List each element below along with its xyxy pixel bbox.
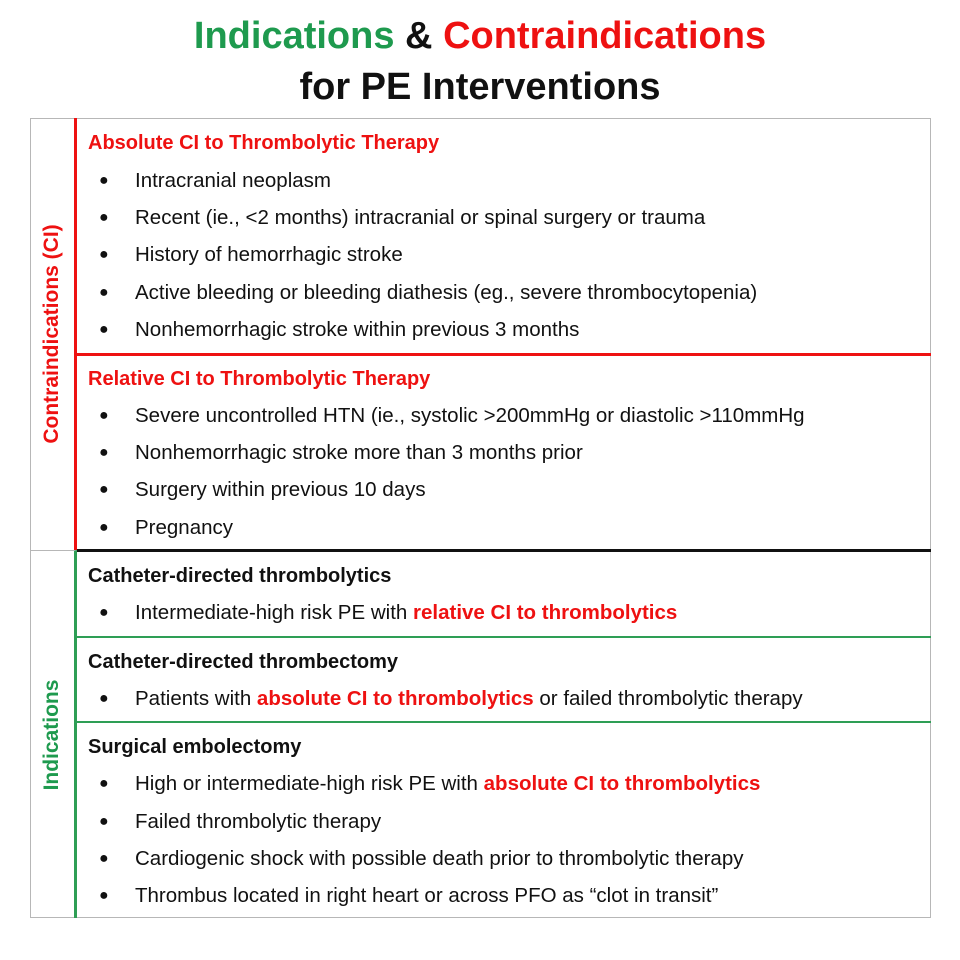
surgical-embolectomy-section: Surgical embolectomy ● High or intermediate-high risk PE with absolute CI to thrombolytics ● Failed thrombolytic therapy ● Cardiogenic shock with possible death prior to thrombolytic therapy ● Thrombus located in right heart or across PFO as “clot in transit” (88, 736, 761, 907)
bullet-icon: ● (99, 850, 109, 867)
bullet-icon: ● (99, 209, 109, 226)
bullet-icon: ● (99, 407, 109, 424)
bullet-icon: ● (99, 604, 109, 621)
indications-side-label-cell (30, 550, 77, 918)
bullet-icon: ● (99, 321, 109, 338)
bullet-icon: ● (99, 775, 109, 792)
highlight-text: relative CI to thrombolytics (413, 601, 678, 624)
contraindications-side-label-cell (30, 118, 77, 550)
contraindications-side-label: Contraindications (CI) (40, 224, 63, 444)
bullet-icon: ● (99, 246, 109, 263)
highlight-text: absolute CI to thrombolytics (256, 687, 534, 710)
bullet-icon: ● (99, 444, 109, 461)
catheter-thrombolytics-section: Catheter-directed thrombolytics ● Intermediate-high risk PE with relative CI to thrombolytics (88, 565, 678, 624)
title-contraindications: Contraindications (443, 15, 767, 57)
catheter-thrombectomy-heading: Catheter-directed thrombectomy (88, 651, 399, 673)
bullet-icon: ● (99, 690, 109, 707)
surgical-embolectomy-heading: Surgical embolectomy (88, 736, 302, 758)
page-title-line-1 (0, 12, 960, 60)
relative-ci-heading: Relative CI to Thrombolytic Therapy (88, 368, 431, 390)
title-ampersand: & (405, 15, 433, 57)
indications-side-label: Indications (40, 679, 63, 790)
bullet-icon: ● (99, 284, 109, 301)
absolute-ci-heading: Absolute CI to Thrombolytic Therapy (88, 132, 440, 154)
relative-ci-section: Relative CI to Thrombolytic Therapy ● Severe uncontrolled HTN (ie., systolic >200mmHg or diastolic >110mmHg ● Nonhemorrhagic stroke more than 3 months prior ● Surgery within previous 10 days ● Pregnancy (88, 368, 805, 539)
bullet-icon: ● (99, 813, 109, 830)
catheter-thrombectomy-section: Catheter-directed thrombectomy ● Patients with absolute CI to thrombolytics or failed thrombolytic therapy (88, 651, 803, 710)
bullet-icon: ● (99, 172, 109, 189)
page-title-line-2: for PE Interventions (299, 66, 661, 108)
catheter-thrombolytics-heading: Catheter-directed thrombolytics (88, 565, 392, 587)
highlight-text: absolute CI to thrombolytics (483, 772, 761, 795)
bullet-icon: ● (99, 519, 109, 536)
bullet-icon: ● (99, 481, 109, 498)
bullet-icon: ● (99, 887, 109, 904)
title-indications: Indications (193, 15, 395, 57)
absolute-ci-section: Absolute CI to Thrombolytic Therapy ● Intracranial neoplasm ● Recent (ie., <2 months) intracranial or spinal surgery or trauma ● History of hemorrhagic stroke ● Active bleeding or bleeding diathesis (eg., severe thrombocytopenia) ● Nonhemorrhagic stroke within previous 3 months (88, 132, 758, 341)
